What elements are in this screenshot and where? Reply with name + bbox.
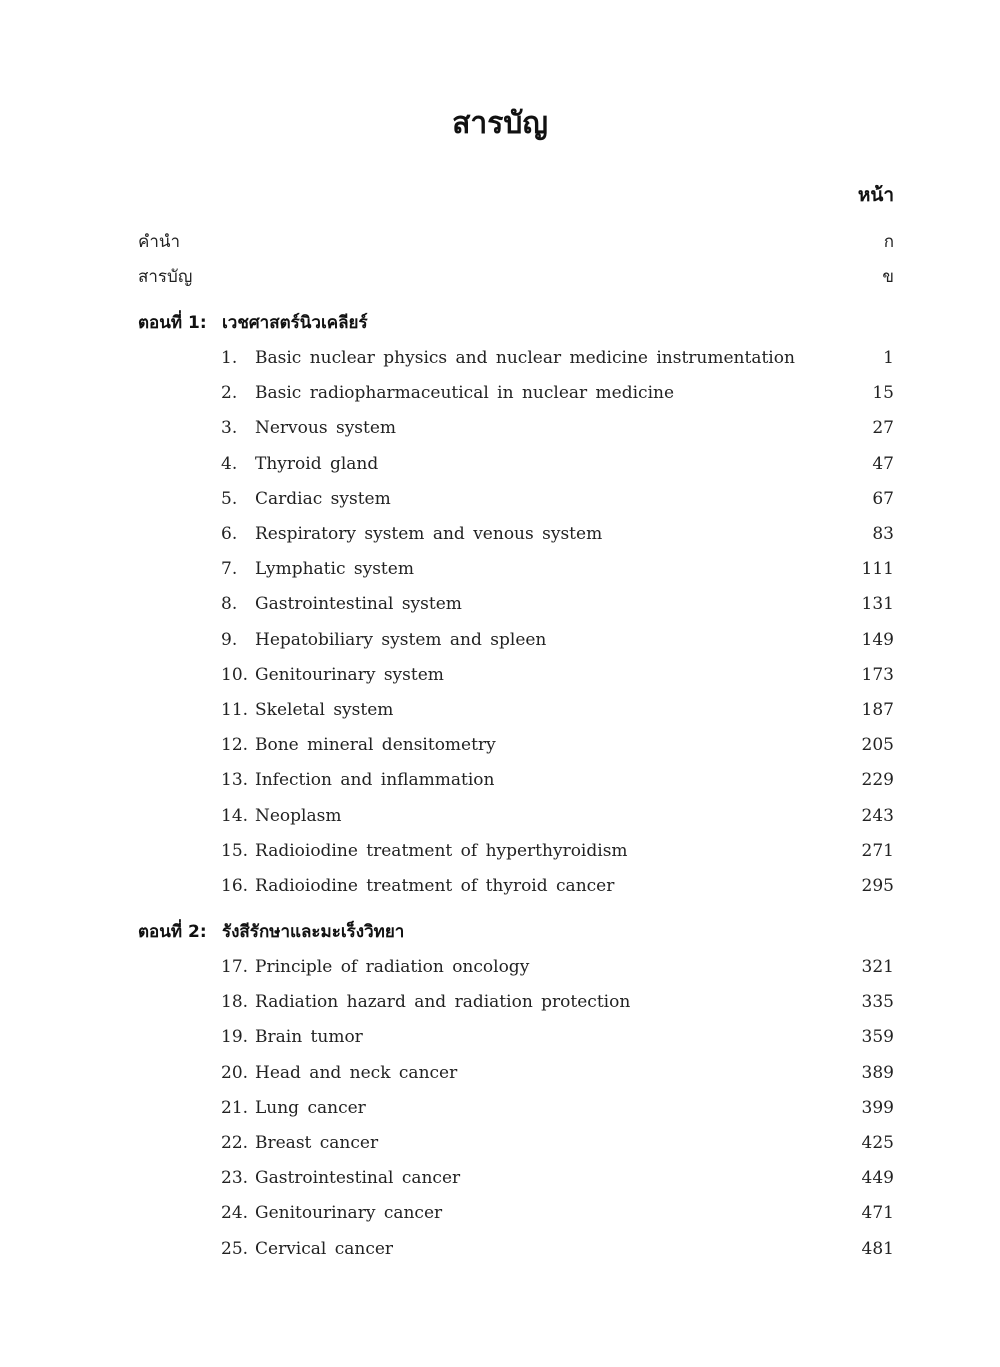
toc-entry-chapter[interactable] (0, 590, 1000, 618)
part-title: เวชศาสตร์นิวเคลียร์ (222, 313, 368, 333)
chapter-title: Principle of radiation oncology (255, 957, 530, 977)
chapter-title: Gastrointestinal system (255, 594, 462, 614)
chapter-number: 11. (221, 700, 249, 720)
part-label: ตอนที่ 2: (138, 922, 207, 942)
chapter-number: 10. (221, 665, 249, 685)
toc-entry-chapter[interactable] (0, 766, 1000, 794)
chapter-number: 8. (221, 594, 238, 614)
chapter-number: 6. (221, 524, 238, 544)
chapter-page: 243 (861, 806, 894, 826)
chapter-number: 19. (221, 1027, 249, 1047)
chapter-page: 173 (861, 665, 894, 685)
chapter-title: Lung cancer (255, 1098, 366, 1118)
chapter-number: 2. (221, 383, 238, 403)
chapter-number: 20. (221, 1063, 249, 1083)
toc-entry-chapter[interactable] (0, 696, 1000, 724)
chapter-number: 16. (221, 876, 249, 896)
page-title: สารบัญ (452, 106, 548, 141)
toc-entry-chapter[interactable] (0, 837, 1000, 865)
toc-entry-chapter[interactable] (0, 1129, 1000, 1157)
chapter-title: Basic radiopharmaceutical in nuclear medicine (255, 383, 675, 403)
entry-label: สารบัญ (138, 267, 193, 287)
chapter-page: 389 (861, 1063, 894, 1083)
chapter-title: Cervical cancer (255, 1239, 394, 1259)
chapter-title: Cardiac system (255, 489, 391, 509)
chapter-number: 22. (221, 1133, 249, 1153)
part-title: รังสีรักษาและมะเร็งวิทยา (222, 922, 405, 942)
entry-page: ก (883, 232, 894, 252)
chapter-title: Infection and inflammation (255, 770, 495, 790)
chapter-page: 27 (872, 418, 894, 438)
chapter-page: 149 (861, 630, 894, 650)
chapter-number: 13. (221, 770, 249, 790)
chapter-title: Gastrointestinal cancer (255, 1168, 461, 1188)
chapter-title: Nervous system (255, 418, 397, 438)
chapter-number: 12. (221, 735, 249, 755)
chapter-title: Neoplasm (255, 806, 342, 826)
chapter-title: Hepatobiliary system and spleen (255, 630, 547, 650)
toc-entry-chapter[interactable] (0, 1199, 1000, 1227)
chapter-page: 321 (861, 957, 894, 977)
chapter-number: 1. (221, 348, 238, 368)
chapter-title: Radioiodine treatment of hyperthyroidism (255, 841, 628, 861)
page-column-header: หน้า (857, 184, 894, 206)
chapter-page: 481 (861, 1239, 894, 1259)
toc-entry-chapter[interactable] (0, 626, 1000, 654)
chapter-number: 23. (221, 1168, 249, 1188)
chapter-page: 399 (861, 1098, 894, 1118)
toc-entry-contents[interactable] (0, 263, 1000, 291)
chapter-title: Genitourinary system (255, 665, 444, 685)
toc-entry-preface[interactable] (0, 228, 1000, 256)
chapter-page: 187 (861, 700, 894, 720)
chapter-title: Lymphatic system (255, 559, 414, 579)
chapter-number: 7. (221, 559, 238, 579)
part-heading-2 (138, 918, 405, 946)
toc-entry-chapter[interactable] (0, 1059, 1000, 1087)
chapter-page: 271 (861, 841, 894, 861)
chapter-number: 25. (221, 1239, 249, 1259)
chapter-page: 295 (861, 876, 894, 896)
chapter-number: 5. (221, 489, 238, 509)
chapter-number: 17. (221, 957, 249, 977)
chapter-number: 3. (221, 418, 238, 438)
toc-entry-chapter[interactable] (0, 520, 1000, 548)
chapter-title: Radioiodine treatment of thyroid cancer (255, 876, 615, 896)
toc-entry-chapter[interactable] (0, 988, 1000, 1016)
chapter-number: 24. (221, 1203, 249, 1223)
chapter-page: 425 (861, 1133, 894, 1153)
chapter-title: Genitourinary cancer (255, 1203, 443, 1223)
chapter-page: 83 (872, 524, 894, 544)
chapter-number: 15. (221, 841, 249, 861)
chapter-page: 335 (861, 992, 894, 1012)
chapter-number: 4. (221, 454, 238, 474)
toc-entry-chapter[interactable] (0, 1164, 1000, 1192)
toc-entry-chapter[interactable] (0, 953, 1000, 981)
toc-entry-chapter[interactable] (0, 731, 1000, 759)
toc-entry-chapter[interactable] (0, 872, 1000, 900)
toc-entry-chapter[interactable] (0, 1235, 1000, 1263)
chapter-page: 205 (861, 735, 894, 755)
toc-entry-chapter[interactable] (0, 450, 1000, 478)
chapter-page: 131 (861, 594, 894, 614)
toc-entry-chapter[interactable] (0, 802, 1000, 830)
chapter-title: Breast cancer (255, 1133, 379, 1153)
toc-entry-chapter[interactable] (0, 485, 1000, 513)
toc-entry-chapter[interactable] (0, 555, 1000, 583)
toc-entry-chapter[interactable] (0, 344, 1000, 372)
chapter-page: 449 (861, 1168, 894, 1188)
chapter-page: 1 (883, 348, 894, 368)
chapter-title: Head and neck cancer (255, 1063, 458, 1083)
chapter-title: Basic nuclear physics and nuclear medicine instrumentation (255, 348, 795, 368)
toc-entry-chapter[interactable] (0, 1094, 1000, 1122)
toc-entry-chapter[interactable] (0, 414, 1000, 442)
chapter-number: 18. (221, 992, 249, 1012)
chapter-page: 47 (872, 454, 894, 474)
chapter-page: 111 (861, 559, 894, 579)
part-label: ตอนที่ 1: (138, 313, 207, 333)
part-heading-1 (138, 309, 368, 337)
chapter-number: 14. (221, 806, 249, 826)
toc-entry-chapter[interactable] (0, 1023, 1000, 1051)
chapter-page: 471 (861, 1203, 894, 1223)
toc-entry-chapter[interactable] (0, 379, 1000, 407)
chapter-title: Bone mineral densitometry (255, 735, 496, 755)
entry-page: ข (882, 267, 894, 287)
entry-label: คำนำ (138, 232, 181, 252)
chapter-title: Radiation hazard and radiation protection (255, 992, 631, 1012)
chapter-title: Brain tumor (255, 1027, 363, 1047)
chapter-page: 67 (872, 489, 894, 509)
chapter-page: 359 (861, 1027, 894, 1047)
chapter-title: Respiratory system and venous system (255, 524, 603, 544)
chapter-title: Skeletal system (255, 700, 394, 720)
chapter-page: 229 (861, 770, 894, 790)
chapter-number: 21. (221, 1098, 249, 1118)
toc-entry-chapter[interactable] (0, 661, 1000, 689)
chapter-title: Thyroid gland (255, 454, 379, 474)
chapter-number: 9. (221, 630, 238, 650)
chapter-page: 15 (872, 383, 894, 403)
